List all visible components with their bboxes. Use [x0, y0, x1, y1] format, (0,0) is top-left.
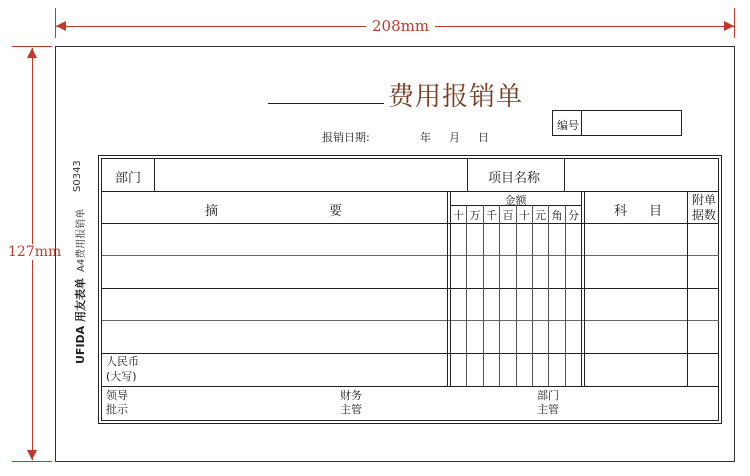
- digit-qian: 千: [486, 209, 497, 222]
- row-line-header-top: [102, 191, 719, 192]
- attach-label-2: 据数: [692, 208, 717, 222]
- width-label: 208mm: [366, 17, 435, 35]
- digit-wan: 万: [469, 209, 481, 222]
- arrow-up-icon: [27, 48, 37, 58]
- summary-row-3[interactable]: [102, 289, 447, 320]
- project-label: 项目名称: [488, 171, 541, 186]
- sign-leader-2: 批示: [106, 403, 128, 416]
- digit-line-4: [516, 205, 517, 386]
- col-line-amount-left-1: [447, 191, 448, 386]
- digit-line-1: [466, 205, 467, 386]
- subject-label-1: 科: [614, 204, 628, 219]
- digit-line-5: [532, 205, 533, 386]
- col-line-attach: [687, 191, 688, 386]
- amount-label: 金额: [504, 194, 527, 207]
- arrow-right-icon: [724, 21, 734, 31]
- summary-label-1: 摘: [205, 204, 219, 219]
- row-line-4: [102, 353, 719, 354]
- summary-row-2[interactable]: [102, 256, 447, 288]
- dept-label: 部门: [115, 171, 142, 186]
- summary-row-4[interactable]: [102, 321, 447, 353]
- date-month: 月: [449, 131, 460, 144]
- number-separator: [581, 111, 582, 135]
- sign-finance-2: 主管: [340, 403, 362, 416]
- digit-jiao: 角: [551, 209, 563, 222]
- date-label: 报销日期:: [322, 131, 370, 144]
- summary-label-2: 要: [329, 204, 343, 219]
- rmb-label-1: 人民币: [106, 355, 139, 368]
- digit-yuan: 元: [535, 209, 546, 222]
- sign-dept-1: 部门: [537, 389, 559, 402]
- digit-line-7: [565, 205, 566, 386]
- digit-line-3: [499, 205, 500, 386]
- digit-bai: 百: [502, 209, 514, 222]
- height-tick-top: [12, 46, 52, 47]
- form-title: 费用报销单: [388, 82, 524, 112]
- sign-dept-2: 主管: [537, 403, 559, 416]
- digit-shi-2: 十: [519, 209, 530, 222]
- col-line-amount-right-2: [584, 191, 585, 386]
- number-label: 编号: [557, 119, 579, 132]
- arrow-left-icon: [56, 21, 66, 31]
- date-day: 日: [478, 131, 489, 144]
- col-line-amount-right-1: [581, 191, 582, 386]
- digit-shi: 十: [453, 209, 464, 222]
- arrow-down-icon: [27, 450, 37, 460]
- side-product: A4费用报销单: [76, 208, 87, 272]
- attach-label-1: 附单: [692, 193, 717, 207]
- row-line-sign: [102, 386, 719, 387]
- width-tick-right: [734, 8, 735, 38]
- col-line-dept: [154, 159, 155, 191]
- height-tick-bottom: [12, 461, 52, 462]
- digit-line-6: [548, 205, 549, 386]
- rmb-label-2: (大写): [106, 370, 137, 383]
- subject-label-2: 目: [649, 204, 663, 219]
- col-line-project-right: [564, 159, 565, 191]
- digit-fen: 分: [568, 209, 579, 222]
- title-prefix-line: [268, 103, 384, 104]
- sign-leader-1: 领导: [106, 389, 128, 402]
- digit-line-2: [483, 205, 484, 386]
- height-label: 127mm: [8, 244, 62, 260]
- col-line-project-left: [467, 159, 468, 191]
- summary-row-1[interactable]: [102, 224, 447, 255]
- side-brand-logo: UFIDA 用友表单: [74, 277, 87, 364]
- number-field[interactable]: [552, 110, 682, 136]
- side-code: S0343: [72, 160, 83, 192]
- sign-finance-1: 财务: [340, 389, 362, 402]
- date-year: 年: [420, 131, 431, 144]
